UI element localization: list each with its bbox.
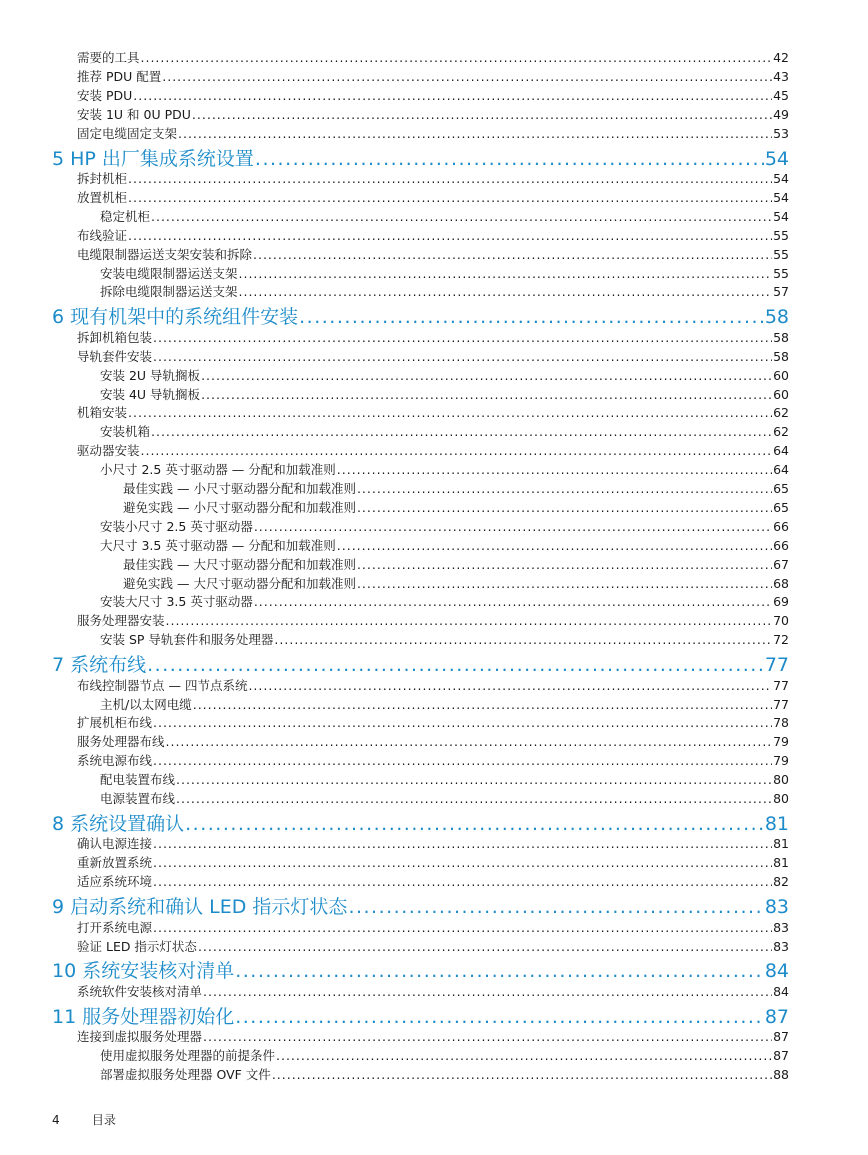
toc-entry-page: 79 — [773, 734, 789, 750]
toc-entry[interactable] — [77, 330, 789, 346]
toc-entry-title: 部署虚拟服务处理器 OVF 文件 — [100, 1067, 271, 1083]
toc-entry[interactable] — [100, 1048, 789, 1064]
toc-entry[interactable] — [77, 984, 789, 1000]
toc-entry[interactable] — [77, 874, 789, 890]
toc-entry-page: 58 — [773, 348, 789, 364]
toc-entry-title: 电缆限制器运送支架安装和拆除 — [77, 246, 253, 262]
toc-entry[interactable] — [77, 678, 789, 694]
toc-entry-title: 放置机柜 — [77, 189, 128, 205]
toc-entry-page: 77 — [764, 654, 789, 677]
toc-leader-dots — [128, 228, 772, 244]
toc-entry-page: 49 — [773, 106, 789, 122]
toc-entry-title: 避免实践 — 大尺寸驱动器分配和加载准则 — [123, 575, 356, 591]
toc-entry-title: 服务处理器布线 — [77, 734, 165, 750]
toc-leader-dots — [203, 984, 772, 1000]
toc-chapter-entry[interactable] — [52, 959, 789, 983]
toc-entry[interactable] — [77, 50, 789, 66]
toc-leader-dots — [254, 594, 772, 610]
toc-entry-page: 83 — [773, 938, 789, 954]
toc-entry-page: 67 — [773, 556, 789, 572]
toc-entry-page: 87 — [764, 1005, 789, 1028]
toc-entry-page: 80 — [773, 791, 789, 806]
toc-entry-page: 84 — [773, 983, 789, 999]
toc-entry-page: 53 — [773, 125, 789, 141]
toc-entry-page: 81 — [773, 836, 789, 852]
toc-entry-title: 安装 SP 导轨套件和服务处理器 — [100, 632, 274, 648]
toc-leader-dots — [235, 1005, 764, 1029]
toc-leader-dots — [141, 50, 773, 66]
toc-leader-dots — [176, 791, 772, 807]
toc-entry-title: 安装 4U 导轨搁板 — [100, 386, 201, 402]
toc-entry-title: 配电装置布线 — [100, 772, 176, 788]
toc-entry[interactable] — [100, 209, 789, 225]
toc-entry-page: 79 — [773, 753, 789, 769]
toc-leader-dots — [348, 895, 763, 919]
toc-leader-dots — [185, 812, 764, 836]
toc-entry-page: 54 — [764, 147, 789, 170]
toc-leader-dots — [337, 538, 772, 554]
toc-entry[interactable] — [77, 734, 789, 750]
toc-entry-page: 65 — [773, 499, 789, 515]
toc-entry-page: 83 — [773, 919, 789, 935]
footer-section-title: 目录 — [91, 1113, 116, 1127]
toc-entry[interactable] — [77, 753, 789, 769]
toc-entry-title: 主机/以太网电缆 — [100, 696, 192, 712]
toc-entry[interactable] — [77, 349, 789, 365]
toc-leader-dots — [153, 330, 772, 346]
toc-chapter-entry[interactable] — [52, 147, 789, 171]
toc-entry-title: 推荐 PDU 配置 — [77, 68, 162, 84]
toc-chapter-entry[interactable] — [52, 305, 789, 329]
toc-leader-dots — [141, 443, 773, 459]
toc-entry-title: 系统电源布线 — [77, 753, 153, 769]
toc-leader-dots — [253, 247, 772, 263]
toc-entry[interactable] — [123, 576, 789, 592]
toc-leader-dots — [153, 874, 772, 890]
toc-entry[interactable] — [100, 538, 789, 554]
toc-leader-dots — [201, 368, 772, 384]
toc-entry-page: 69 — [773, 594, 789, 610]
toc-entry-page: 54 — [773, 189, 789, 205]
toc-entry[interactable] — [100, 772, 789, 788]
toc-entry-title: 6 现有机架中的系统组件安装 — [52, 306, 299, 329]
toc-entry[interactable] — [100, 284, 789, 300]
toc-entry-title: 固定电缆固定支架 — [77, 125, 178, 141]
toc-entry-title: 小尺寸 2.5 英寸驱动器 — 分配和加载准则 — [100, 462, 336, 478]
toc-entry-page: 55 — [773, 246, 789, 262]
toc-entry[interactable] — [100, 424, 789, 440]
toc-leader-dots — [151, 424, 772, 440]
toc-entry-page: 68 — [773, 575, 789, 591]
toc-entry[interactable] — [123, 481, 789, 497]
toc-entry-page: 60 — [773, 386, 789, 402]
toc-entry-title: 安装大尺寸 3.5 英寸驱动器 — [100, 594, 253, 610]
toc-entry-title: 服务处理器安装 — [77, 613, 165, 629]
page-footer — [52, 1112, 116, 1128]
toc-entry-title: 稳定机柜 — [100, 208, 151, 224]
toc-entry-title: 使用虚拟服务处理器的前提条件 — [100, 1048, 276, 1064]
toc-entry-title: 7 系统布线 — [52, 654, 147, 677]
toc-leader-dots — [357, 576, 772, 592]
toc-entry-page: 58 — [773, 329, 789, 345]
toc-leader-dots — [153, 349, 772, 365]
toc-entry[interactable] — [100, 697, 789, 713]
toc-leader-dots — [276, 1048, 772, 1064]
toc-entry[interactable] — [100, 594, 789, 610]
toc-leader-dots — [128, 190, 772, 206]
toc-entry[interactable] — [77, 107, 789, 123]
toc-chapter-entry[interactable] — [52, 895, 789, 919]
footer-page-number: 4 — [52, 1113, 60, 1127]
toc-entry-page: 58 — [764, 306, 789, 329]
toc-entry-title: 安装 2U 导轨搁板 — [100, 367, 201, 383]
toc-entry-page: 60 — [773, 367, 789, 383]
toc-entry-title: 布线验证 — [77, 227, 128, 243]
toc-entry[interactable] — [123, 557, 789, 573]
toc-entry-title: 安装小尺寸 2.5 英寸驱动器 — [100, 518, 253, 534]
toc-entry-title: 8 系统设置确认 — [52, 812, 185, 835]
toc-entry-page: 64 — [773, 462, 789, 478]
toc-entry[interactable] — [77, 1029, 789, 1045]
toc-leader-dots — [193, 697, 772, 713]
toc-entry-page: 66 — [773, 537, 789, 553]
toc-entry[interactable] — [77, 715, 789, 731]
toc-entry-page: 87 — [773, 1048, 789, 1064]
toc-entry-page: 83 — [764, 896, 789, 919]
toc-leader-dots — [166, 613, 773, 629]
toc-entry-page: 77 — [773, 677, 789, 693]
toc-entry-title: 拆除电缆限制器运送支架 — [100, 284, 238, 300]
toc-entry[interactable] — [77, 88, 789, 104]
toc-entry[interactable] — [100, 387, 789, 403]
toc-entry-page: 65 — [773, 481, 789, 496]
toc-leader-dots — [166, 734, 773, 750]
toc-entry-title: 拆卸机箱包装 — [77, 329, 153, 345]
toc-entry-page: 77 — [773, 696, 789, 712]
toc-chapter-entry[interactable] — [52, 653, 789, 677]
toc-entry-page: 43 — [773, 68, 789, 84]
toc-entry-title: 最佳实践 — 大尺寸驱动器分配和加载准则 — [123, 556, 356, 572]
toc-leader-dots — [337, 462, 772, 478]
toc-entry-title: 10 系统安装核对清单 — [52, 960, 235, 983]
toc-entry-page: 84 — [764, 960, 789, 983]
toc-entry-title: 连接到虚拟服务处理器 — [77, 1029, 203, 1045]
toc-entry[interactable] — [100, 462, 789, 478]
toc-leader-dots — [128, 405, 772, 421]
toc-leader-dots — [128, 171, 772, 187]
toc-entry[interactable] — [100, 632, 789, 648]
toc-entry-title: 打开系统电源 — [77, 919, 153, 935]
toc-entry-page: 64 — [773, 443, 789, 459]
toc-entry[interactable] — [77, 247, 789, 263]
toc-entry-title: 电源装置布线 — [100, 791, 176, 806]
toc-leader-dots — [153, 715, 772, 731]
toc-leader-dots — [192, 107, 772, 123]
toc-entry[interactable] — [100, 1067, 789, 1083]
toc-entry[interactable] — [100, 791, 789, 807]
toc-leader-dots — [203, 1029, 772, 1045]
toc-entry[interactable] — [77, 920, 789, 936]
toc-leader-dots — [274, 632, 772, 648]
toc-entry-page: 87 — [773, 1029, 789, 1045]
toc-entry-page: 81 — [764, 812, 789, 835]
toc-entry-title: 5 HP 出厂集成系统设置 — [52, 147, 254, 170]
toc-leader-dots — [153, 920, 772, 936]
toc-leader-dots — [239, 284, 773, 300]
toc-leader-dots — [272, 1067, 772, 1083]
toc-entry-title: 重新放置系统 — [77, 855, 153, 871]
toc-entry-page: 78 — [773, 715, 789, 731]
toc-leader-dots — [153, 753, 772, 769]
toc-entry-page: 72 — [773, 632, 789, 648]
toc-leader-dots — [254, 519, 772, 535]
toc-entry-page: 57 — [773, 284, 789, 300]
toc-leader-dots — [255, 147, 764, 171]
toc-entry[interactable] — [123, 500, 789, 516]
toc-entry[interactable] — [77, 939, 789, 955]
toc-entry-title: 适应系统环境 — [77, 874, 153, 890]
toc-entry-page: 45 — [773, 87, 789, 103]
toc-entry-title: 确认电源连接 — [77, 836, 153, 852]
toc-entry[interactable] — [77, 126, 789, 142]
toc-leader-dots — [162, 69, 772, 85]
toc-leader-dots — [151, 209, 772, 225]
toc-leader-dots — [235, 959, 764, 983]
toc-leader-dots — [201, 387, 772, 403]
toc-entry-page: 80 — [773, 772, 789, 788]
toc-entry-page: 66 — [773, 518, 789, 534]
toc-chapter-entry[interactable] — [52, 812, 789, 836]
toc-entry[interactable] — [77, 443, 789, 459]
toc-entry-page: 55 — [773, 227, 789, 243]
toc-leader-dots — [357, 481, 772, 497]
toc-entry[interactable] — [77, 613, 789, 629]
toc-entry-page: 62 — [773, 405, 789, 421]
toc-entry-title: 安装 PDU — [77, 87, 133, 103]
toc-leader-dots — [178, 126, 772, 142]
toc-entry-title: 扩展机柜布线 — [77, 715, 153, 731]
toc-entry-title: 最佳实践 — 小尺寸驱动器分配和加载准则 — [123, 481, 356, 496]
toc-leader-dots — [357, 500, 772, 516]
toc-entry-page: 55 — [773, 265, 789, 281]
toc-entry[interactable] — [77, 836, 789, 852]
toc-entry-title: 拆封机柜 — [77, 171, 128, 186]
toc-entry[interactable] — [100, 519, 789, 535]
toc-entry-title: 布线控制器节点 — 四节点系统 — [77, 677, 248, 693]
toc-entry-page: 54 — [773, 171, 789, 186]
toc-leader-dots — [357, 557, 772, 573]
toc-entry-page: 54 — [773, 208, 789, 224]
toc-leader-dots — [299, 305, 764, 329]
toc-entry-title: 安装电缆限制器运送支架 — [100, 265, 238, 281]
toc-leader-dots — [248, 678, 772, 694]
toc-entry-title: 避免实践 — 小尺寸驱动器分配和加载准则 — [123, 499, 356, 515]
toc-entry[interactable] — [77, 405, 789, 421]
toc-entry-page: 62 — [773, 424, 789, 440]
toc-leader-dots — [176, 772, 772, 788]
toc-entry-title: 11 服务处理器初始化 — [52, 1005, 235, 1028]
toc-chapter-entry[interactable] — [52, 1005, 789, 1029]
toc-leader-dots — [198, 939, 772, 955]
toc-entry[interactable] — [77, 190, 789, 206]
toc-entry[interactable] — [77, 171, 789, 187]
toc-entry-page: 81 — [773, 855, 789, 871]
toc-entry-title: 导轨套件安装 — [77, 348, 153, 364]
toc-entry-title: 机箱安装 — [77, 405, 128, 421]
toc-entry[interactable] — [77, 69, 789, 85]
toc-leader-dots — [147, 653, 764, 677]
toc-entry-title: 大尺寸 3.5 英寸驱动器 — 分配和加载准则 — [100, 537, 336, 553]
toc-leader-dots — [153, 836, 772, 852]
toc-entry-page: 70 — [773, 613, 789, 629]
toc-entry-title: 需要的工具 — [77, 50, 140, 65]
toc-entry-title: 系统软件安装核对清单 — [77, 983, 203, 999]
toc-entry-title: 安装机箱 — [100, 424, 151, 440]
toc-entry-title: 安装 1U 和 0U PDU — [77, 106, 191, 122]
toc-entry-title: 验证 LED 指示灯状态 — [77, 938, 197, 954]
toc-entry[interactable] — [77, 228, 789, 244]
toc-leader-dots — [239, 266, 773, 282]
toc-leader-dots — [133, 88, 772, 104]
toc-entry-title: 9 启动系统和确认 LED 指示灯状态 — [52, 896, 348, 919]
toc-entry[interactable] — [77, 855, 789, 871]
toc-leader-dots — [153, 855, 772, 871]
toc-entry-page: 42 — [773, 50, 789, 65]
toc-entry-page: 88 — [773, 1067, 789, 1083]
toc-entry-title: 驱动器安装 — [77, 443, 140, 459]
toc-entry-page: 82 — [773, 874, 789, 890]
toc-entry[interactable] — [100, 368, 789, 384]
toc-entry[interactable] — [100, 266, 789, 282]
